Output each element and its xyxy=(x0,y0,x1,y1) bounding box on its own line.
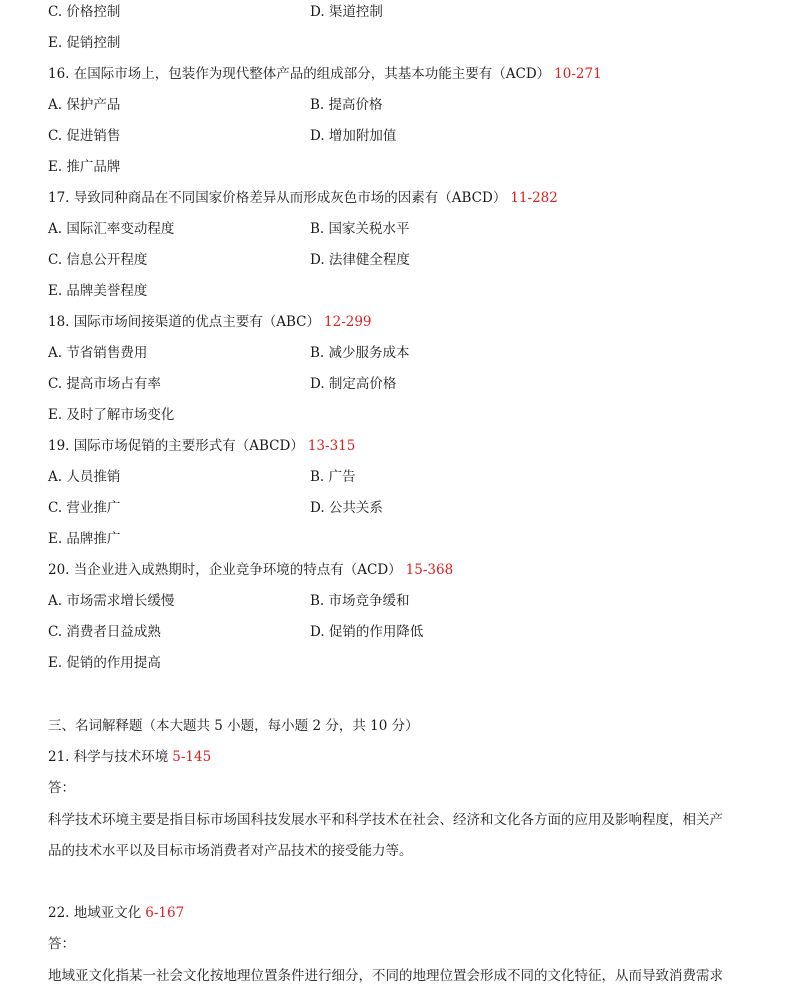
page-ref: 15-368 xyxy=(405,562,454,578)
answer-label: 答： xyxy=(48,780,75,796)
page-ref: 11-282 xyxy=(510,190,558,206)
option-c: C. 营业推广 xyxy=(48,500,121,516)
answer-label: 答： xyxy=(48,936,75,952)
option-b: B. 提高价格 xyxy=(310,97,383,113)
option-c: C. 促进销售 xyxy=(48,128,121,144)
option-e: E. 促销控制 xyxy=(48,35,121,51)
option-c: C. 价格控制 xyxy=(48,4,121,20)
option-b: B. 国家关税水平 xyxy=(310,221,410,237)
option-a: A. 保护产品 xyxy=(48,97,121,113)
page-ref: 13-315 xyxy=(307,438,356,454)
option-a: A. 国际汇率变动程度 xyxy=(48,221,175,237)
question-stem-22: 22. 地域亚文化 6-167 xyxy=(48,905,185,921)
question-stem-19: 19. 国际市场促销的主要形式有（ABCD） 13-315 xyxy=(48,438,356,454)
question-stem-21: 21. 科学与技术环境 5-145 xyxy=(48,749,212,765)
answer-text-line: 品的技术水平以及目标市场消费者对产品技术的接受能力等。 xyxy=(48,843,413,859)
question-stem-20: 20. 当企业进入成熟期时，企业竞争环境的特点有（ACD） 15-368 xyxy=(48,562,454,578)
option-e: E. 品牌美誉程度 xyxy=(48,283,148,299)
option-c: C. 提高市场占有率 xyxy=(48,376,161,392)
option-c: C. 信息公开程度 xyxy=(48,252,148,268)
page-ref: 10-271 xyxy=(554,66,602,82)
page-ref: 12-299 xyxy=(324,314,372,330)
question-stem-16: 16. 在国际市场上，包装作为现代整体产品的组成部分，其基本功能主要有（ACD） 10-271 xyxy=(48,66,602,82)
option-d: D. 公共关系 xyxy=(310,500,383,516)
option-a: A. 节省销售费用 xyxy=(48,345,148,361)
option-d: D. 法律健全程度 xyxy=(310,252,410,268)
option-e: E. 品牌推广 xyxy=(48,531,121,547)
option-c: C. 消费者日益成熟 xyxy=(48,624,161,640)
answer-text-line: 地域亚文化指某一社会文化按地理位置条件进行细分，不同的地理位置会形成不同的文化特征，从而导致消费需求 xyxy=(48,968,723,984)
option-e: E. 推广品牌 xyxy=(48,159,121,175)
page-ref: 6-167 xyxy=(145,905,185,921)
option-a: A. 人员推销 xyxy=(48,469,121,485)
option-a: A. 市场需求增长缓慢 xyxy=(48,593,175,609)
option-e: E. 及时了解市场变化 xyxy=(48,407,175,423)
question-stem-18: 18. 国际市场间接渠道的优点主要有（ABC） 12-299 xyxy=(48,314,372,330)
option-b: B. 减少服务成本 xyxy=(310,345,410,361)
option-e: E. 促销的作用提高 xyxy=(48,655,161,671)
option-d: D. 促销的作用降低 xyxy=(310,624,424,640)
option-d: D. 渠道控制 xyxy=(310,4,383,20)
question-stem-17: 17. 导致同种商品在不同国家价格差异从而形成灰色市场的因素有（ABCD） 11-282 xyxy=(48,190,558,206)
option-b: B. 市场竞争缓和 xyxy=(310,593,410,609)
section-heading: 三、名词解释题（本大题共 5 小题，每小题 2 分，共 10 分） xyxy=(48,718,419,734)
option-d: D. 制定高价格 xyxy=(310,376,397,392)
answer-text-line: 科学技术环境主要是指目标市场国科技发展水平和科学技术在社会、经济和文化各方面的应用及影响程度，相关产 xyxy=(48,812,723,828)
page-ref: 5-145 xyxy=(172,749,212,765)
option-b: B. 广告 xyxy=(310,469,356,485)
option-d: D. 增加附加值 xyxy=(310,128,397,144)
